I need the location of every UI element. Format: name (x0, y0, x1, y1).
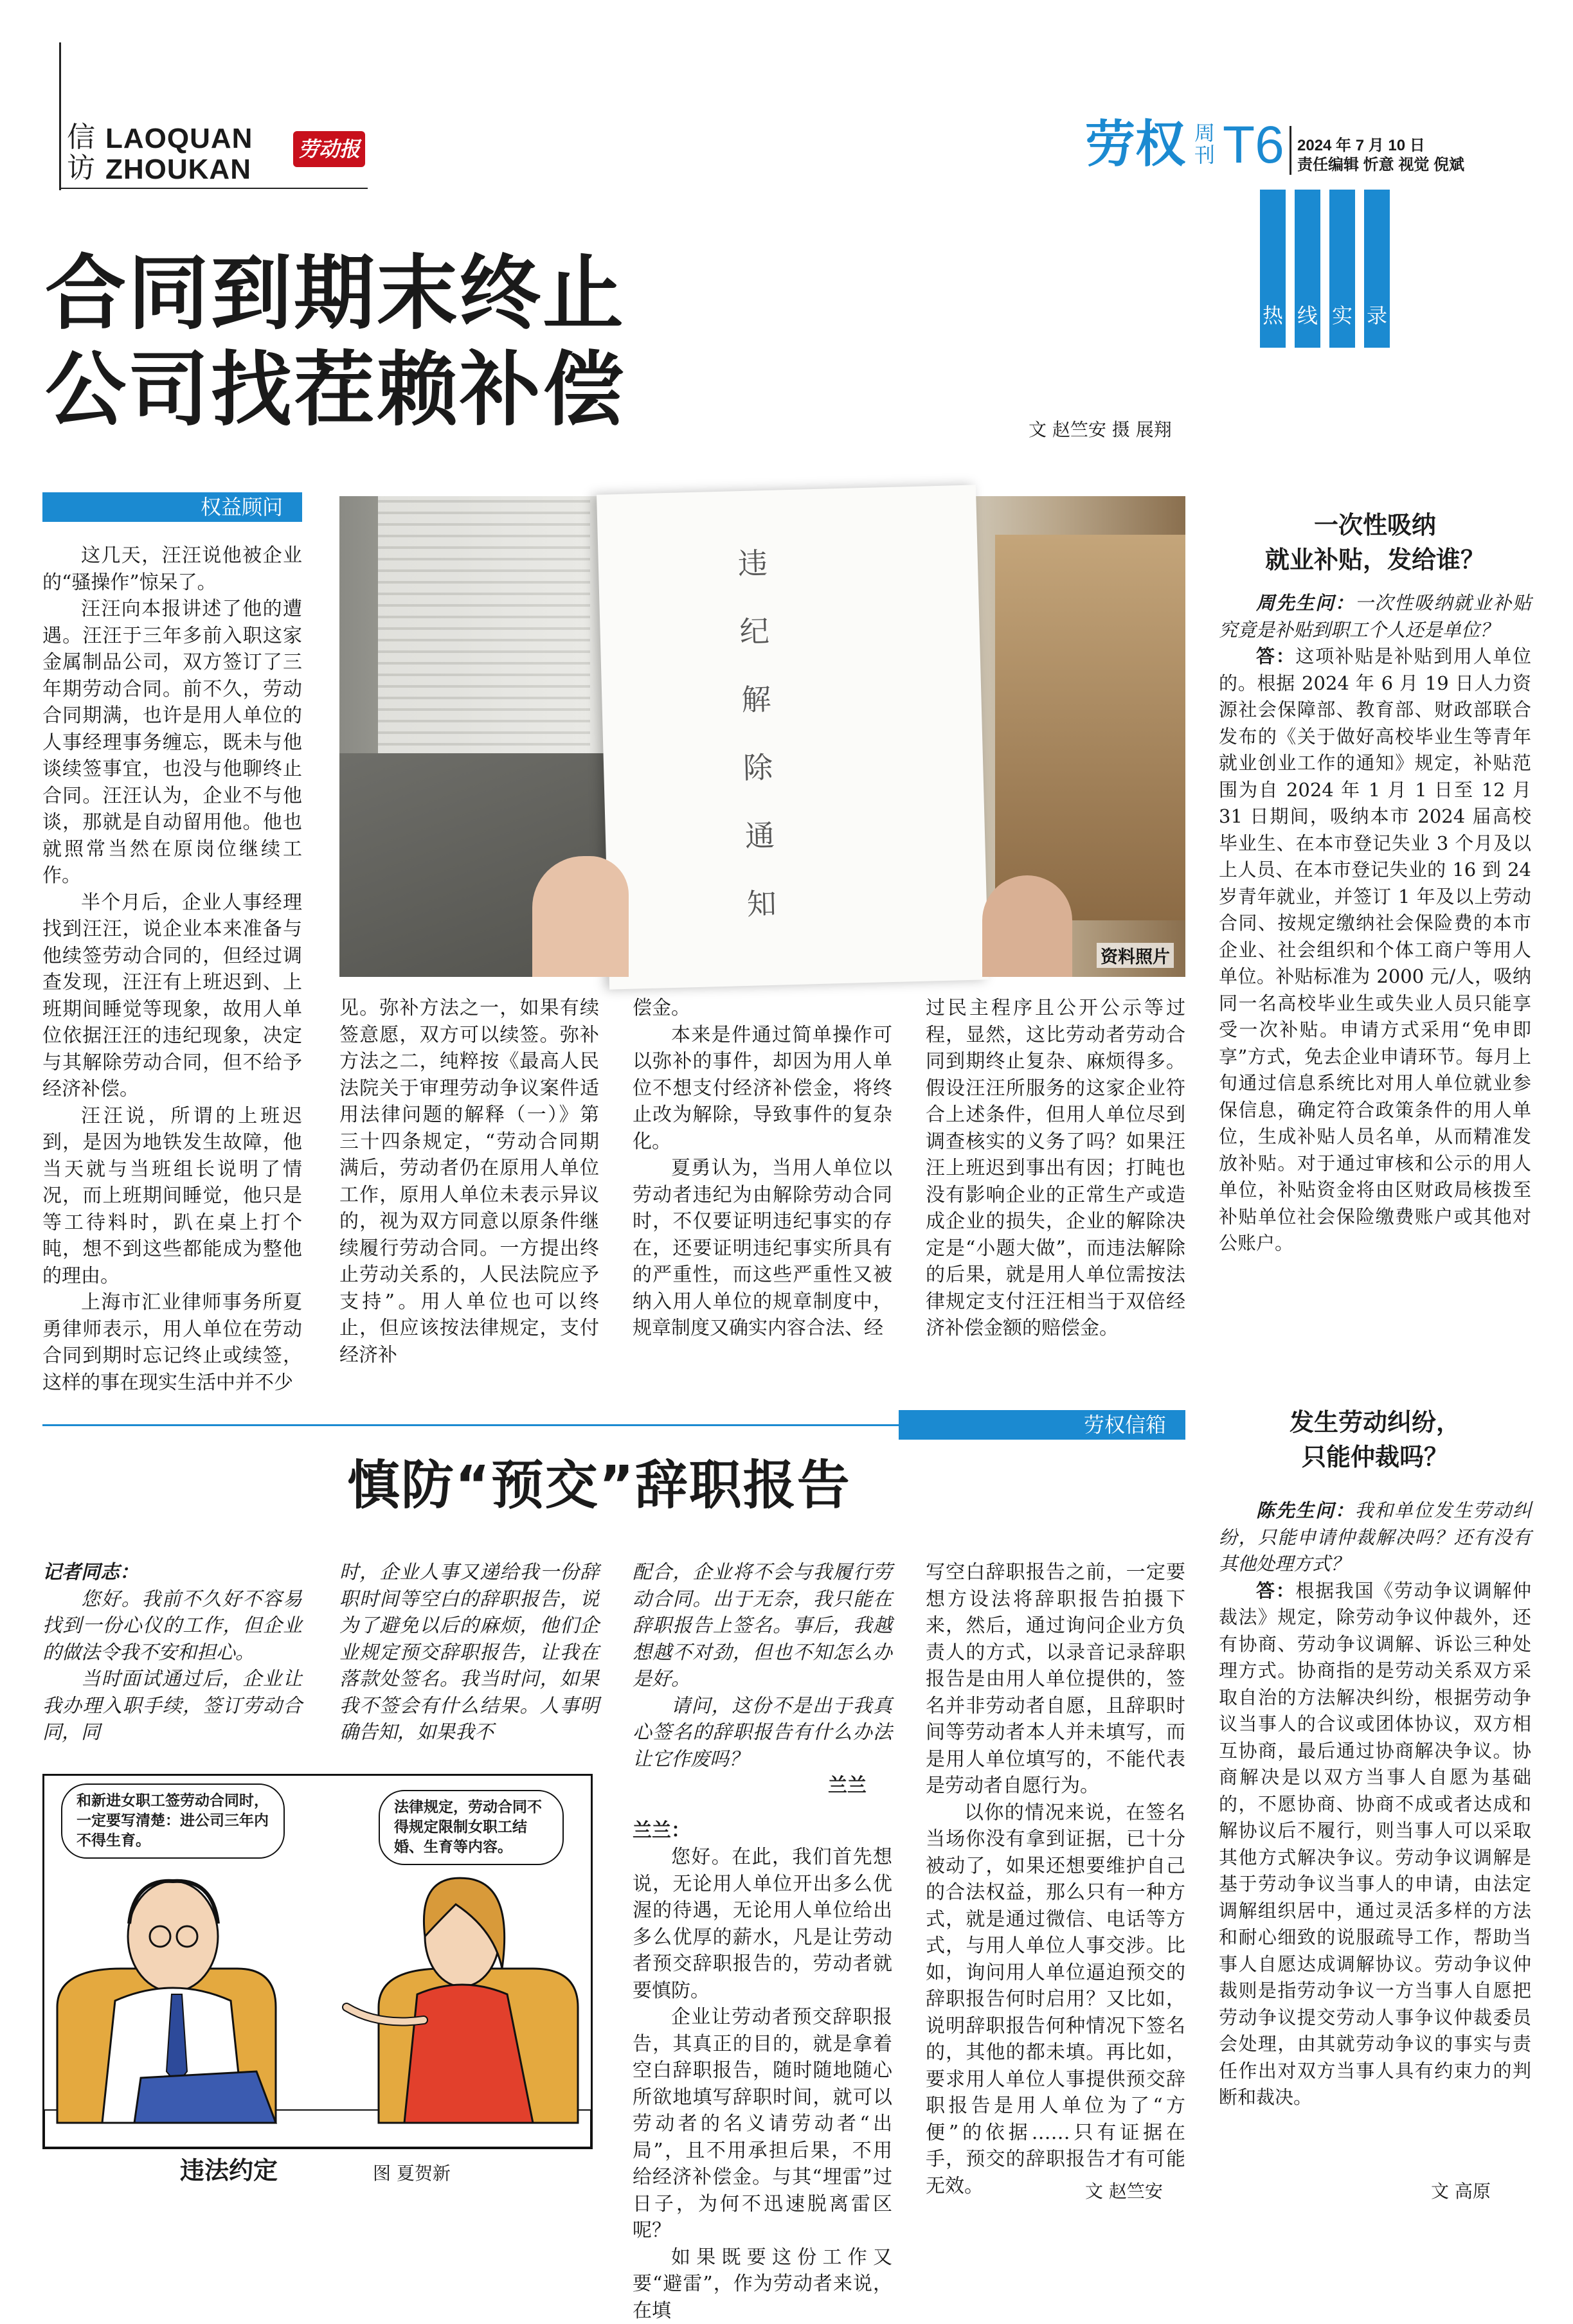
photo-hand-left (532, 856, 629, 977)
sidebar2-title-line1: 发生劳动纠纷， (1219, 1405, 1531, 1440)
cartoon-bubble-left: 和新进女职工签劳动合同时，一定要写清楚：进公司三年内不得生育。 (61, 1783, 285, 1859)
main-byline: 文 赵竺安 摄 展翔 (1029, 419, 1172, 441)
masthead-divider (1290, 126, 1291, 175)
laodongbao-logo: 劳动报 (293, 131, 365, 167)
article-column-2 (339, 995, 599, 1355)
news-photo (339, 496, 1185, 977)
letter-sign: 兰兰 (828, 1774, 867, 1797)
paragraph: 如果既要这份工作又要“避雷”，作为劳动者来说，在填 (633, 2244, 892, 2324)
cartoon (42, 1774, 593, 2149)
paragraph: 以你的情况来说，在签名当场你没有拿到证据，已十分被动了，如果还想要维护自己的合法权益，那么只有一种方式，就是通过微信、电话等方式，与用人单位人事交涉。比如，询问用人单位逼迫预交的辞职报告何时启用？又比如，说明辞职报告何种情况下签名的，其他的都未填。再比如，要求用人单位人事提供预交辞职报告是用人单位为了“方便”的依据……只有证据在手，预交的辞职报告才有可能无效。 (926, 1800, 1185, 2200)
sidebar2-q-label: 陈先生问： (1256, 1499, 1354, 1521)
paragraph: 过民主程序且公开公示等过程，显然，这比劳动者劳动合同到期终止复杂、麻烦得多。假设汪汪所服务的这家企业符合上述条件，但用人单位尽到调查核实的义务了吗？如果汪汪上班迟到事出有因；打盹也没有影响企业的正常生产或造成企业的损失，企业的解除决定是“小题大做”，而违法解除的后果，就是用人单位需按法律规定支付汪汪相当于双倍经济补偿金额的赔偿金。 (926, 995, 1185, 1342)
paragraph: 偿金。 (633, 995, 892, 1022)
photo-document (597, 485, 989, 989)
paragraph: 见。弥补方法之一，如果有续签意愿，双方可以续签。弥补方法之二，纯粹按《最高人民法院关于审理劳动争议案件适用法律问题的解释（一）》第三十四条规定，“劳动合同期满后，劳动者仍在原用人单位工作，原用人单位未表示异议的，视为双方同意以原条件继续履行劳动合同。一方提出终止劳动关系的，人民法院应予支持”。用人单位也可以终止，但应该按法律规定，支付经济补 (339, 995, 599, 1368)
sidebar1-answer-text: 这项补贴是补贴到用人单位的。根据 2024 年 6 月 19 日人力资源社会保障部、教育部、财政部联合发布的《关于做好高校毕业生等青年就业创业工作的通知》规定，补贴范围为自 2024 年 1 月 1 日至 12 月 31 日期间，吸纳本市 2024 届高校毕业生、在本市登记失业 3 个月及以上人员、在本市登记失业的 16 到 24 岁青年就业，并签订 1 年及以上劳动合同、按规定缴纳社会保险费的本市企业、社会组织和个体工商户等用人单位。补贴标准为 2000 元/人，吸纳同一名高校毕业生或失业人员只能享受一次补贴。申请方式采用“免申即享”方式，免去企业申请环节。每月上旬通过信息系统比对用人单位就业参保信息，确定符合政策条件的用人单位，生成补贴人员名单，从而精准发放补贴。对于通过审核和公示的用人单位，补贴资金将由区财政局核拨至补贴单位社会保险缴费账户或其他对公账户。 (1219, 645, 1531, 1254)
article-column-3b (633, 1559, 892, 2176)
letter-column-1 (42, 1559, 302, 1765)
paragraph: 这几天，汪汪说他被企业的“骚操作”惊呆了。 (42, 542, 302, 596)
paragraph: 请问，这份不是出于我真心签名的辞职报告有什么办法让它作废吗？ (633, 1693, 892, 1773)
editors-line: 责任编辑 忻意 视觉 倪斌 (1297, 156, 1464, 175)
column-char-2: 线 (1295, 299, 1320, 329)
headline-line1: 合同到期末终止 (45, 246, 625, 342)
paragraph: 半个月后，企业人事经理找到汪汪，说企业本来准备与他续签劳动合同的，但经过调查发现，汪汪有上班迟到、上班期间睡觉等现象，故用人单位依据汪汪的违纪现象，决定与其解除劳动合同，但不给予经济补偿。 (42, 889, 302, 1103)
photo-window (378, 496, 590, 766)
paragraph: 您好。在此，我们首先想说，无论用人单位开出多么优渥的待遇，无论用人单位给出多么优厚的薪水，凡是让劳动者预交辞职报告的，劳动者就要慎防。 (633, 1844, 892, 2004)
column-char-1: 热 (1260, 299, 1286, 329)
brand-line1: LAOQUAN (105, 123, 253, 154)
sidebar2-question (1219, 1497, 1531, 1578)
section-name: 劳权 (1085, 116, 1185, 174)
column-char-4: 录 (1364, 299, 1390, 329)
doc-char: 通 (740, 801, 780, 871)
sidebar2-answer (1219, 1578, 1531, 2111)
sidebar2-byline: 文 高原 (1431, 2180, 1491, 2203)
paragraph: 汪汪向本报讲述了他的遭遇。汪汪于三年多前入职这家金属制品公司，双方签订了三年期劳动合同。前不久，劳动合同期满，也许是用人单位的人事经理事务缠忘，既未与他谈续签事宜，也没与他聊终止合同。汪汪认为，企业不与他谈，那就是自动留用他。他也就照常当然在原岗位继续工作。 (42, 596, 302, 889)
doc-char: 知 (741, 870, 782, 939)
section-label-xinxiang: 劳权信箱 (899, 1410, 1185, 1440)
doc-char: 违 (733, 529, 773, 598)
cartoon-title: 违法约定 (180, 2154, 278, 2186)
sidebar2-body (1219, 1497, 1531, 2159)
paragraph: 配合，企业将不会与我履行劳动合同。出于无奈，我只能在辞职报告上签名。事后，我越想越不对劲，但也不知怎么办是好。 (633, 1559, 892, 1693)
second-byline: 文 赵竺安 (1085, 2180, 1163, 2203)
cartoon-bubble-right: 法律规定，劳动合同不得规定限制女职工结婚、生育等内容。 (379, 1790, 564, 1865)
letter-signature (633, 1773, 892, 1800)
second-headline: 慎防“预交”辞职报告 (347, 1454, 851, 1518)
photo-caption: 资料照片 (1097, 943, 1174, 968)
article-column-3 (633, 995, 892, 1355)
sidebar1-question-text: 一次性吸纳就业补贴究竟是补贴到职工个人还是单位？ (1219, 592, 1531, 641)
reply-label: 兰兰： (633, 1819, 690, 1842)
sidebar1-a-label: 答： (1256, 645, 1295, 667)
sidebar1-q-label: 周先生问： (1256, 592, 1354, 614)
masthead-left-rule (59, 42, 61, 190)
article-column-4 (926, 995, 1185, 1355)
doc-char: 除 (738, 733, 778, 803)
sidebar1-answer (1219, 643, 1531, 1257)
paragraph: 汪汪说，所谓的上班迟到，是因为地铁发生故障，他当天就与当班组长说明了情况，而上班期间睡觉，他只是等工待料时，趴在桌上打个盹，想不到这些都能成为整他的理由。 (42, 1103, 302, 1290)
sidebar2-title-line2: 只能仲裁吗？ (1219, 1440, 1531, 1474)
brand-line2: ZHOUKAN (105, 154, 253, 185)
man-legs (134, 2071, 276, 2123)
letter-label: 记者同志： (42, 1561, 139, 1584)
paragraph: 企业让劳动者预交辞职报告，其真正的目的，就是拿着空白辞职报告，随时随地随心所欲地填写辞职时间，就可以劳动者的名义请劳动者“出局”，且不用承担后果，不用给经济补偿金。与其“埋雷”过日子，为何不迅速脱离雷区呢？ (633, 2004, 892, 2244)
paragraph: 上海市汇业律师事务所夏勇律师表示，用人单位在劳动合同到期时忘记终止或续签，这样的事在现实生活中并不少 (42, 1289, 302, 1396)
sidebar2-a-label: 答： (1256, 1580, 1295, 1602)
letter-column-2 (339, 1559, 599, 1765)
reply-greeting (633, 1818, 892, 1845)
paragraph: 您好。我前不久好不容易找到一份心仪的工作，但企业的做法令我不安和担心。 (42, 1586, 302, 1667)
page-number: T6 (1223, 114, 1284, 176)
paragraph: 本来是件通过简单操作可以弥补的事件，却因为用人单位不想支付经济补偿金，将终止改为解除，导致事件的复杂化。 (633, 1022, 892, 1156)
paragraph: 时，企业人事又递给我一份辞职时间等空白的辞职报告，说为了避免以后的麻烦，他们企业规定预交辞职报告，让我在落款处签名。我当时问，如果我不签会有什么结果。人事明确告知，如果我不 (339, 1559, 599, 1746)
sidebar2-title (1219, 1405, 1531, 1474)
sidebar1-question (1219, 590, 1531, 643)
sidebar1-title-line2: 就业补贴，发给谁？ (1219, 542, 1531, 577)
article-column-1 (42, 542, 302, 1359)
photo-desk (995, 535, 1185, 920)
paragraph: 写空白辞职报告之前，一定要想方设法将辞职报告拍摄下来，然后，通过询问企业方负责人的方式，以录音记录辞职报告是由用人单位提供的，签名并非劳动者自愿，且辞职时间等劳动者本人并未填写，而是用人单位填写的，不能代表是劳动者自愿行为。 (926, 1559, 1185, 1800)
sidebar1-title-line1: 一次性吸纳 (1219, 508, 1531, 542)
article-column-4b (926, 1559, 1185, 2176)
sidebar2-question-text: 我和单位发生劳动纠纷，只能申请仲裁解决吗？还有没有其他处理方式？ (1219, 1499, 1531, 1575)
paragraph: 夏勇认为，当用人单位以劳动者违纪为由解除劳动合同时，不仅要证明违纪事实的存在，还要证明违纪事实所具有的严重性，而这些严重性又被纳入用人单位的规章制度中，规章制度又确实内容合法、经 (633, 1155, 892, 1342)
sidebar1-body (1219, 590, 1531, 1352)
column-char-3: 实 (1329, 299, 1355, 329)
doc-char: 纪 (734, 597, 775, 666)
man-head (128, 1881, 218, 1992)
masthead-underline (59, 188, 368, 189)
doc-char: 解 (736, 665, 777, 735)
photo-hand-right (982, 875, 1072, 977)
section-label-quanyi: 权益顾问 (42, 492, 302, 522)
letter-greeting (42, 1559, 302, 1586)
masthead-left-vertical: 信访 (67, 122, 98, 184)
issue-date: 2024 年 7 月 10 日 (1297, 136, 1464, 156)
zhoukan-label: 周刊 (1194, 122, 1218, 166)
brand-name (105, 123, 253, 185)
sidebar1-title (1219, 508, 1531, 577)
date-block (1297, 136, 1464, 175)
photo-document-text (733, 529, 782, 938)
cartoon-credit: 图 夏贺新 (373, 2162, 451, 2185)
main-headline (45, 246, 625, 438)
paragraph: 当时面试通过后，企业让我办理入职手续，签订劳动合同，同 (42, 1666, 302, 1746)
sidebar2-answer-text: 根据我国《劳动争议调解仲裁法》规定，除劳动争议仲裁外，还有协商、劳动争议调解、诉讼三种处理方式。协商指的是劳动关系双方采取自治的方法解决纠纷，根据劳动争议当事人的合议或团体协议，双方相互协商，最后通过协商解决争议。协商解决是以双方当事人自愿为基础的，不愿协商、协商不成或者达成和解协议后不履行，则当事人可以采取其他方式解决争议。劳动争议调解是基于劳动争议当事人的申请，由法定调解组织居中，通过灵活多样的方法和耐心细致的说服疏导工作，帮助当事人自愿达成调解协议。劳动争议仲裁则是指劳动争议一方当事人自愿把劳动争议提交劳动人事争议仲裁委员会处理，由其就劳动争议的事实与责任作出对双方当事人具有约束力的判断和裁决。 (1219, 1580, 1531, 2109)
headline-line2: 公司找茬赖补偿 (45, 342, 625, 438)
